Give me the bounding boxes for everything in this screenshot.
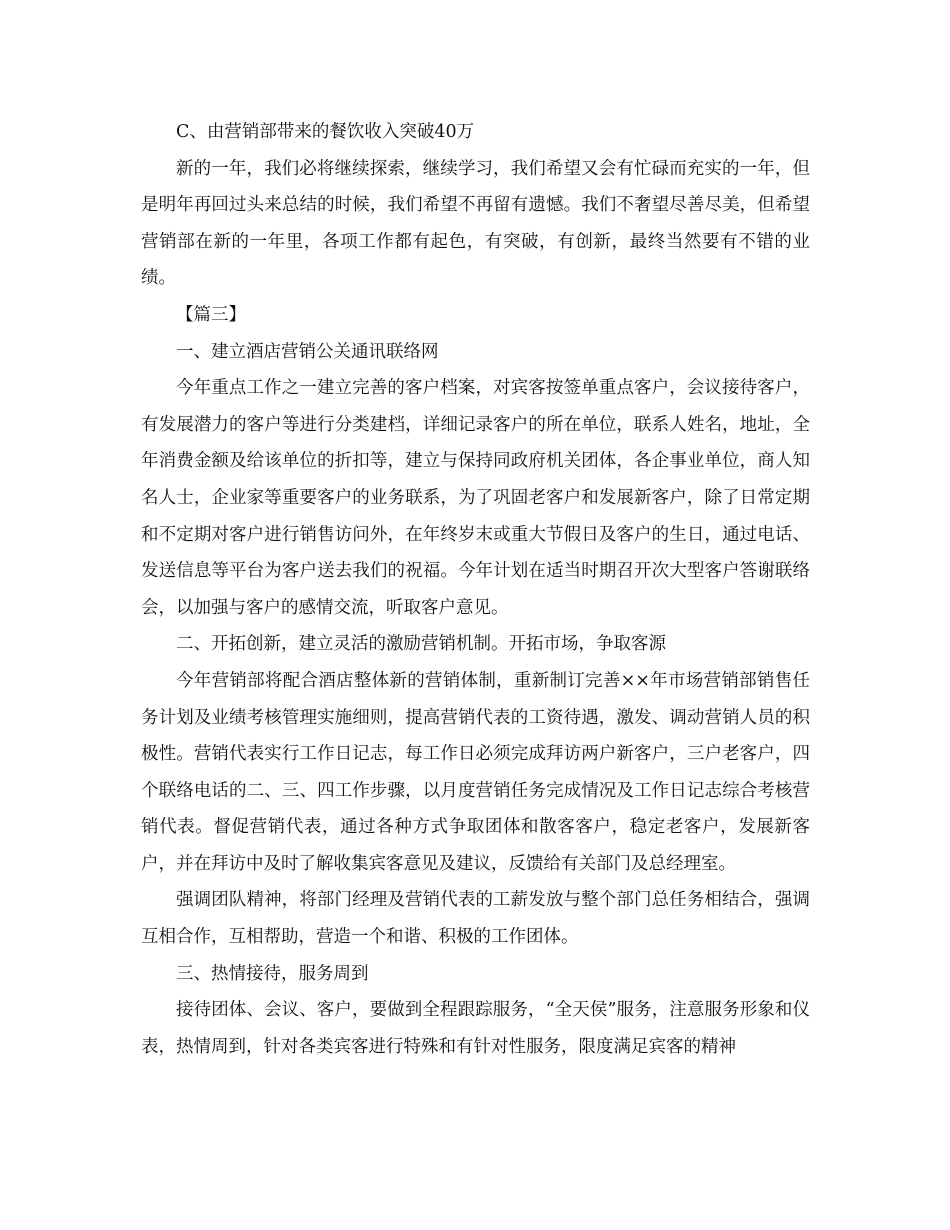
section-heading-3: 三、热情接待，服务周到 [176, 963, 369, 984]
document-body [141, 114, 810, 1065]
section-2-paragraph-2: 强调团队精神，将部门经理及营销代表的工薪发放与整个部门总任务相结合，强调互相合作，互相帮助，营造一个和谐、积极的工作团体。 [141, 890, 810, 948]
section-title-part-three: 【篇三】 [176, 304, 246, 325]
section-1-paragraph: 今年重点工作之一建立完善的客户档案，对宾客按签单重点客户，会议接待客户，有发展潜力的客户等进行分类建档，详细记录客户的所在单位，联系人姓名，地址，全年消费金额及给该单位的折扣等，建立与保持同政府机关团体，各企事业单位，商人知名人士，企业家等重要客户的业务联系，为了巩固老客户和发展新客户，除了日常定期和不定期对客户进行销售访问外，在年终岁末或重大节假日及客户的生日，通过电话、发送信息等平台为客户送去我们的祝福。今年计划在适当时期召开次大型客户答谢联络会，以加强与客户的感情交流，听取客户意见。 [141, 378, 810, 618]
section-3-paragraph: 接待团体、会议、客户，要做到全程跟踪服务，“全天侯”服务，注意服务形象和仪表，热情周到，针对各类宾客进行特殊和有针对性服务，限度满足宾客的精神 [141, 1000, 810, 1057]
section-heading-1: 一、建立酒店营销公关通讯联络网 [176, 341, 439, 362]
target-item-c: C、由营销部带来的餐饮收入突破40万 [176, 122, 475, 142]
section-heading-2: 二、开拓创新，建立灵活的激励营销机制。开拓市场，争取客源 [176, 634, 666, 655]
outlook-paragraph: 新的一年，我们必将继续探索，继续学习，我们希望又会有忙碌而充实的一年，但是明年再回过头来总结的时候，我们希望不再留有遗憾。我们不奢望尽善尽美，但希望营销部在新的一年里，各项工作都有起色，有突破，有创新，最终当然要有不错的业绩。 [141, 158, 810, 289]
section-2-paragraph-1: 今年营销部将配合酒店整体新的营销体制，重新制订完善××年市场营销部销售任务计划及业绩考核管理实施细则，提高营销代表的工资待遇，激发、调动营销人员的积极性。营销代表实行工作日记志，每工作日必须完成拜访两户新客户，三户老客户，四个联络电话的二、三、四工作步骤，以月度营销任务完成情况及工作日记志综合考核营销代表。督促营销代表，通过各种方式争取团体和散客客户，稳定老客户，发展新客户，并在拜访中及时了解收集宾客意见及建议，反馈给有关部门及总经理室。 [141, 670, 810, 874]
